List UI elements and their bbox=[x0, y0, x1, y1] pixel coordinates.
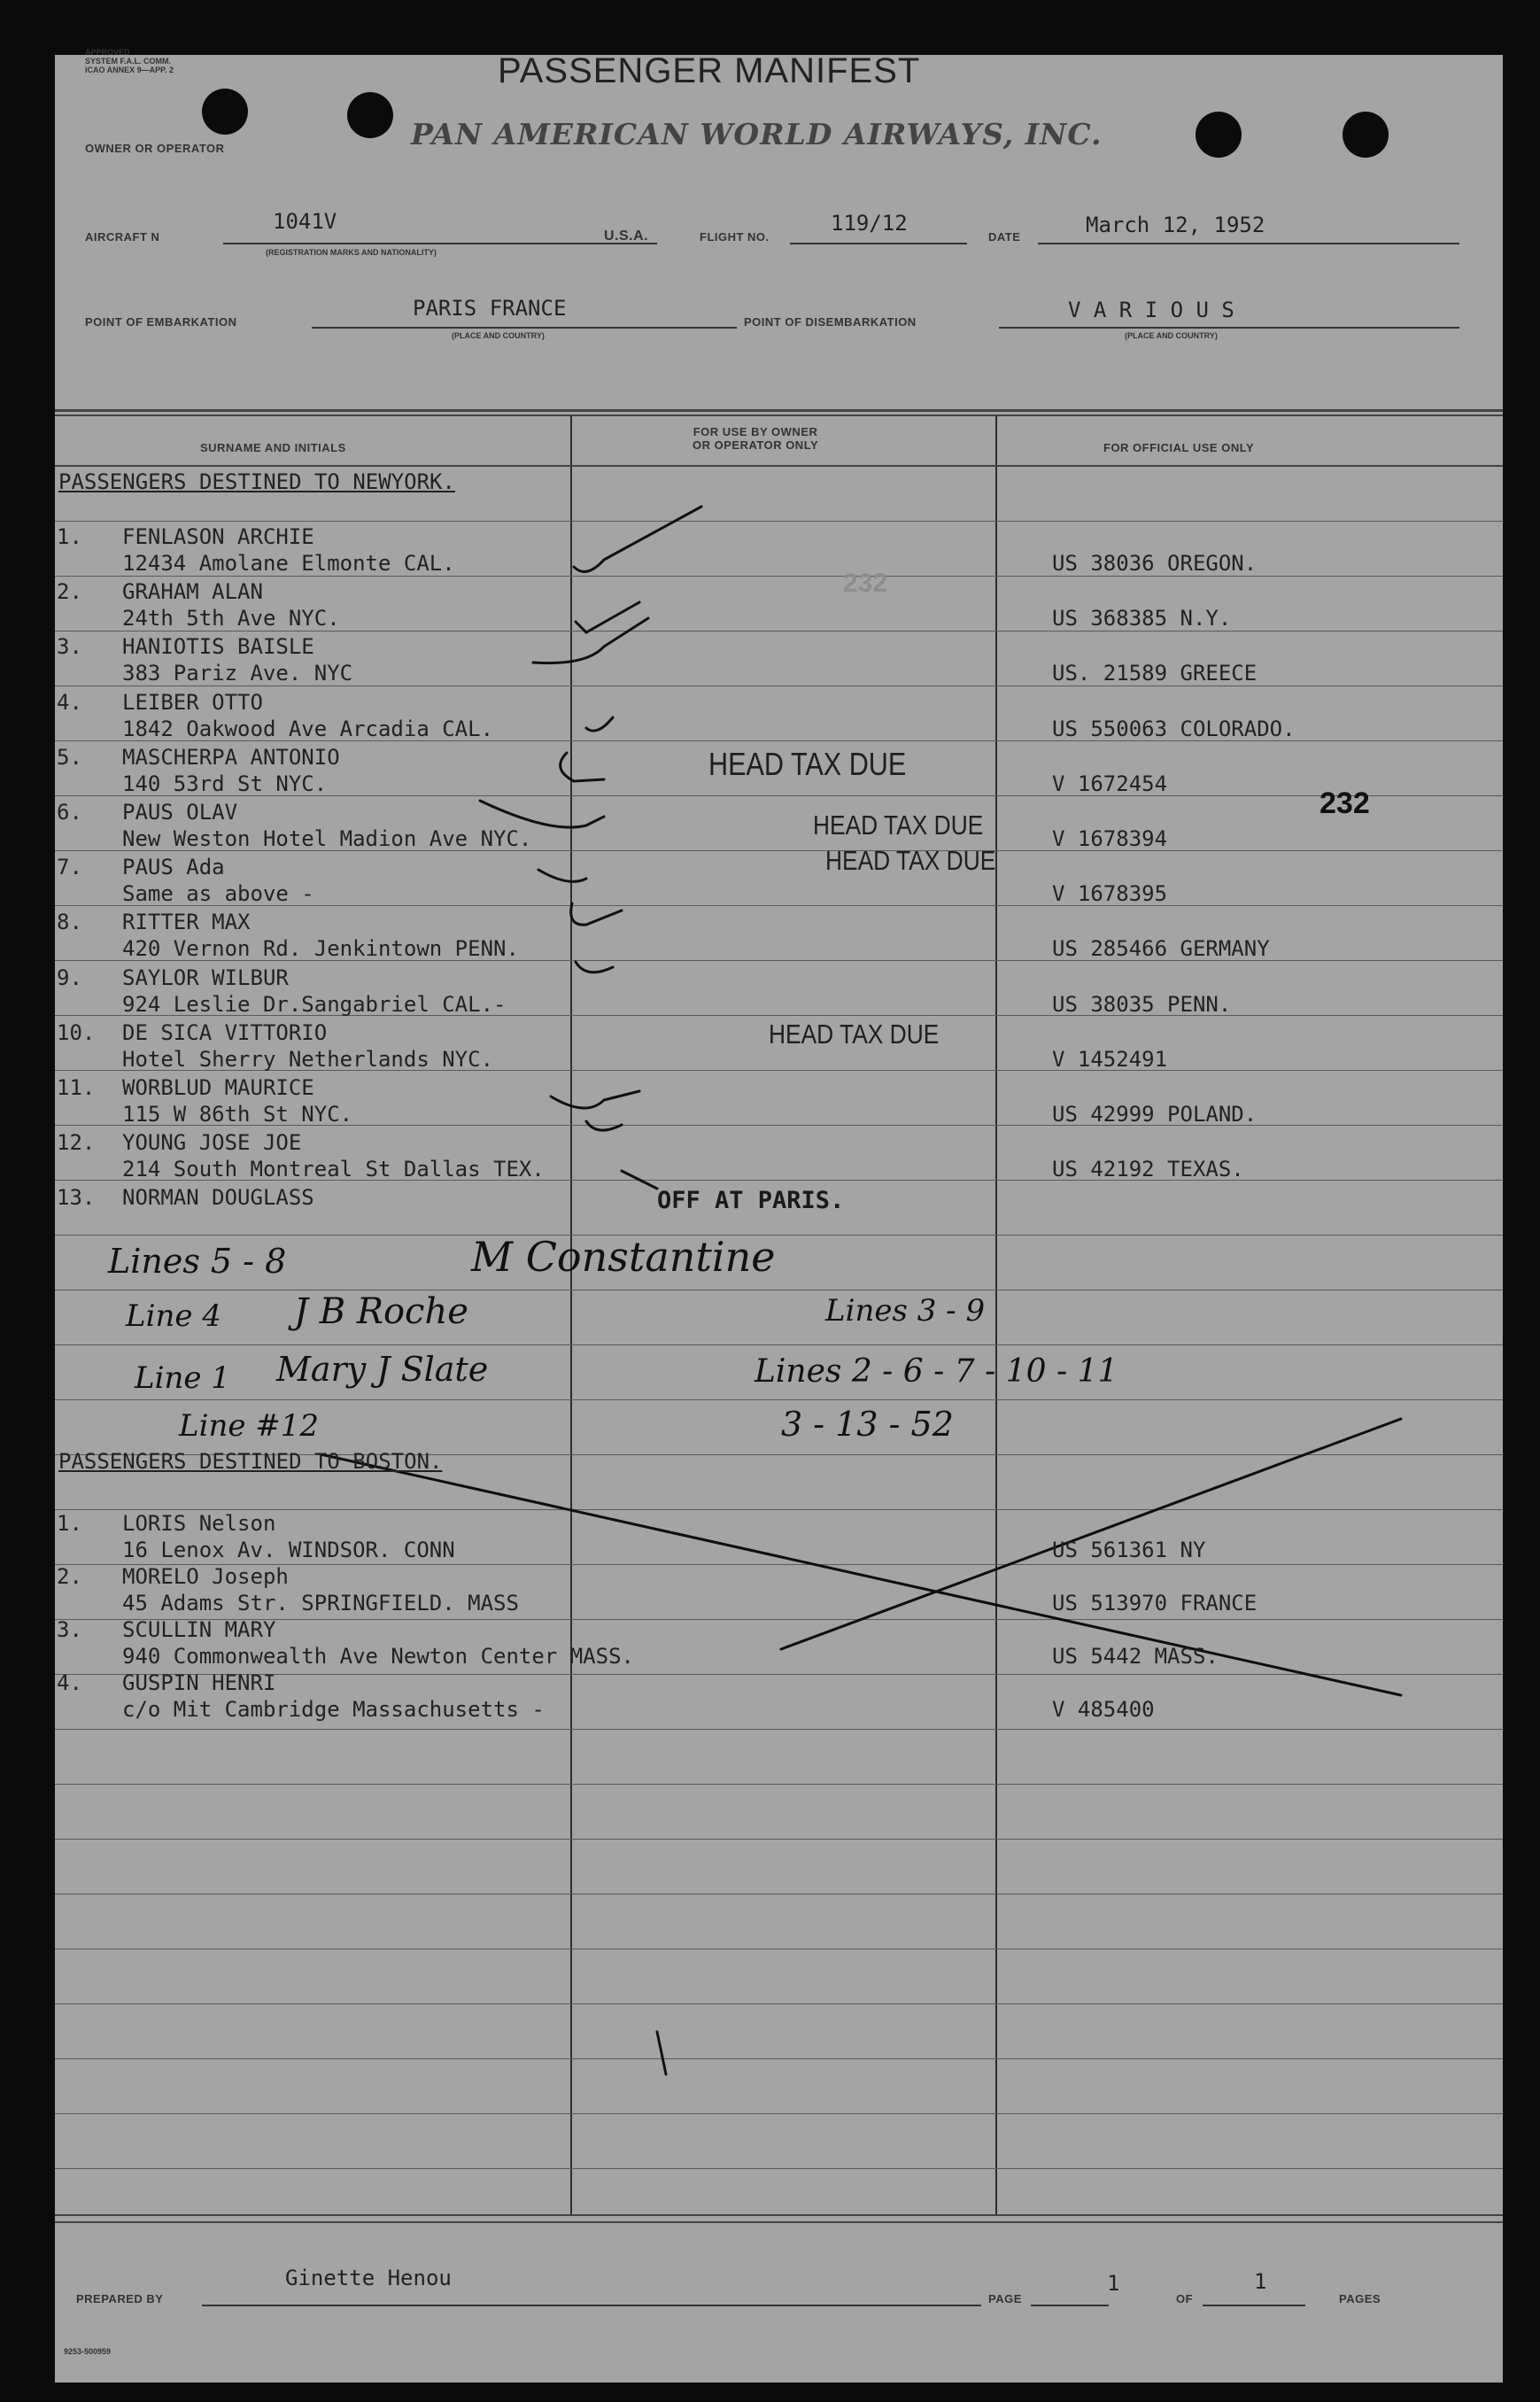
manifest-sheet bbox=[55, 48, 1503, 2383]
date-label: DATE bbox=[988, 230, 1021, 244]
handwritten-note: Line 4 bbox=[126, 1298, 221, 1334]
check-mark bbox=[561, 753, 604, 781]
check-mark bbox=[480, 801, 604, 827]
passenger-address: Hotel Sherry Netherlands NYC. bbox=[122, 1046, 494, 1072]
page-title: PASSENGER MANIFEST bbox=[498, 51, 921, 90]
checkmarks-overlay bbox=[55, 55, 1503, 2383]
passenger-address: 214 South Montreal St Dallas TEX. bbox=[122, 1157, 545, 1182]
passenger-name: GRAHAM ALAN bbox=[122, 579, 263, 605]
check-mark bbox=[571, 903, 622, 925]
disembark-label: POINT OF DISEMBARKATION bbox=[744, 315, 917, 329]
flight-value: 119/12 bbox=[831, 211, 908, 236]
embark-place-note: (PLACE AND COUNTRY) bbox=[452, 331, 545, 340]
usa-label: U.S.A. bbox=[604, 229, 649, 244]
passenger-name: RITTER MAX bbox=[122, 910, 251, 935]
check-mark bbox=[533, 618, 648, 663]
pages-label: PAGES bbox=[1339, 2292, 1381, 2305]
head-tax-stamp: HEAD TAX DUE bbox=[825, 845, 996, 876]
passenger-address: 924 Leslie Dr.Sangabriel CAL.- bbox=[122, 991, 507, 1017]
passenger-name: FENLASON ARCHIE bbox=[122, 524, 314, 549]
page-underline bbox=[1031, 2305, 1109, 2306]
of-label: OF bbox=[1176, 2292, 1194, 2305]
passport-number: V 485400 bbox=[1052, 1697, 1155, 1722]
official-column-header: FOR OFFICIAL USE ONLY bbox=[1103, 441, 1255, 454]
passenger-number: 2. bbox=[57, 579, 82, 605]
handwritten-note: Lines 5 - 8 bbox=[108, 1242, 287, 1281]
aircraft-value: 1041V bbox=[273, 209, 337, 234]
embark-label: POINT OF EMBARKATION bbox=[85, 315, 237, 329]
check-mark bbox=[622, 1171, 657, 1189]
passenger-name: NORMAN DOUGLASS bbox=[122, 1185, 314, 1211]
reference-stamp-faint: 232 bbox=[843, 569, 888, 598]
registration-note: (REGISTRATION MARKS AND NATIONALITY) bbox=[266, 248, 437, 257]
passenger-number: 5. bbox=[57, 744, 82, 770]
passenger-address: 420 Vernon Rd. Jenkintown PENN. bbox=[122, 936, 519, 962]
handwritten-date: 3 - 13 - 52 bbox=[781, 1405, 954, 1444]
passenger-address: 24th 5th Ave NYC. bbox=[122, 606, 340, 631]
passenger-number: 4. bbox=[57, 1670, 82, 1695]
passenger-name: PAUS Ada bbox=[122, 855, 225, 880]
passenger-number: 9. bbox=[57, 965, 82, 990]
passenger-name: DE SICA VITTORIO bbox=[122, 1019, 328, 1045]
check-mark bbox=[576, 962, 613, 972]
passport-number: US 285466 GERMANY bbox=[1052, 936, 1270, 962]
owner-label: OWNER OR OPERATOR bbox=[85, 142, 225, 155]
handwritten-signature: J B Roche bbox=[294, 1291, 468, 1332]
passenger-name: SAYLOR WILBUR bbox=[122, 965, 289, 990]
passenger-number: 12. bbox=[57, 1130, 96, 1156]
aircraft-label: AIRCRAFT N bbox=[85, 230, 160, 244]
of-underline bbox=[1203, 2305, 1305, 2306]
boston-section-heading: PASSENGERS DESTINED TO BOSTON. bbox=[58, 1449, 443, 1474]
passenger-address: 12434 Amolane Elmonte CAL. bbox=[122, 551, 455, 576]
prepared-by-value: Ginette Henou bbox=[285, 2266, 452, 2290]
handwritten-note: Lines 3 - 9 bbox=[825, 1293, 986, 1329]
passenger-number: 7. bbox=[57, 855, 82, 880]
approval-line: SYSTEM F.A.L. COMM. bbox=[85, 57, 172, 66]
passport-number: V 1672454 bbox=[1052, 771, 1168, 796]
passport-number: US 513970 FRANCE bbox=[1052, 1591, 1258, 1616]
head-tax-stamp: HEAD TAX DUE bbox=[708, 746, 907, 782]
passport-number: V 1678395 bbox=[1052, 881, 1168, 907]
passenger-address: c/o Mit Cambridge Massachusetts - bbox=[122, 1697, 545, 1722]
passenger-name: LORIS Nelson bbox=[122, 1511, 276, 1536]
form-number: 9253-500959 bbox=[64, 2347, 112, 2356]
passenger-name: LEIBER OTTO bbox=[122, 689, 263, 715]
operator-name: PAN AMERICAN WORLD AIRWAYS, INC. bbox=[411, 117, 1103, 151]
passport-number: US. 21589 GREECE bbox=[1052, 661, 1258, 686]
disembark-value: V A R I O U S bbox=[1068, 298, 1234, 322]
passport-number: US 5442 MASS. bbox=[1052, 1644, 1219, 1669]
passenger-number: 1. bbox=[57, 1511, 82, 1536]
passenger-name: WORBLUD MAURICE bbox=[122, 1075, 314, 1100]
names-column-header: SURNAME AND INITIALS bbox=[200, 441, 346, 454]
passport-number: US 368385 N.Y. bbox=[1052, 606, 1232, 631]
date-value: March 12, 1952 bbox=[1086, 213, 1265, 237]
check-mark bbox=[586, 717, 613, 731]
passport-number: US 550063 COLORADO. bbox=[1052, 716, 1296, 741]
passport-number: V 1678394 bbox=[1052, 826, 1168, 851]
flight-label: FLIGHT NO. bbox=[700, 230, 770, 244]
passport-number: US 38035 PENN. bbox=[1052, 991, 1232, 1017]
passenger-number: 2. bbox=[57, 1564, 82, 1589]
ny-section-heading: PASSENGERS DESTINED TO NEWYORK. bbox=[58, 469, 455, 494]
head-tax-stamp: HEAD TAX DUE bbox=[813, 810, 984, 841]
check-mark bbox=[657, 2032, 666, 2074]
check-mark bbox=[576, 602, 639, 632]
reference-stamp: 232 bbox=[1319, 786, 1370, 820]
handwritten-signature: Mary J Slate bbox=[276, 1350, 489, 1389]
passenger-number: 3. bbox=[57, 1617, 82, 1642]
handwritten-note: Line #12 bbox=[179, 1408, 320, 1444]
prepared-by-label: PREPARED BY bbox=[76, 2292, 164, 2305]
passenger-number: 1. bbox=[57, 524, 82, 549]
passenger-address: 940 Commonwealth Ave Newton Center MASS. bbox=[122, 1644, 634, 1669]
passenger-address: 140 53rd St NYC. bbox=[122, 771, 328, 796]
passenger-address: Same as above - bbox=[122, 881, 314, 907]
check-mark bbox=[538, 870, 586, 881]
passenger-name: MORELO Joseph bbox=[122, 1564, 289, 1589]
passenger-number: 4. bbox=[57, 689, 82, 715]
passport-number: V 1452491 bbox=[1052, 1046, 1168, 1072]
handwritten-note: Line 1 bbox=[135, 1360, 230, 1396]
passport-number: US 38036 OREGON. bbox=[1052, 551, 1258, 576]
passenger-number: 11. bbox=[57, 1075, 96, 1100]
passenger-number: 6. bbox=[57, 800, 82, 825]
check-mark bbox=[551, 1091, 639, 1108]
passenger-name: GUSPIN HENRI bbox=[122, 1670, 276, 1695]
owner-column-header: FOR USE BY OWNER OR OPERATOR ONLY bbox=[693, 425, 819, 452]
head-tax-stamp: HEAD TAX DUE bbox=[769, 1019, 940, 1050]
page-number: 1 bbox=[1107, 2271, 1120, 2296]
passenger-name: SCULLIN MARY bbox=[122, 1617, 276, 1642]
prepared-by-underline bbox=[202, 2305, 981, 2306]
page-label: PAGE bbox=[988, 2292, 1022, 2305]
check-mark bbox=[574, 507, 701, 571]
footer-rule bbox=[55, 2214, 1503, 2216]
passenger-number: 8. bbox=[57, 910, 82, 935]
passenger-address: 45 Adams Str. SPRINGFIELD. MASS bbox=[122, 1591, 519, 1616]
passport-number: US 42999 POLAND. bbox=[1052, 1102, 1258, 1127]
passenger-address: 16 Lenox Av. WINDSOR. CONN bbox=[122, 1538, 455, 1562]
passenger-address: 115 W 86th St NYC. bbox=[122, 1102, 353, 1127]
check-mark bbox=[586, 1121, 622, 1130]
passport-number: US 42192 TEXAS. bbox=[1052, 1157, 1244, 1182]
disembark-place-note: (PLACE AND COUNTRY) bbox=[1125, 331, 1218, 340]
passenger-address: 1842 Oakwood Ave Arcadia CAL. bbox=[122, 716, 494, 741]
passport-number: US 561361 NY bbox=[1052, 1538, 1206, 1562]
passenger-number: 10. bbox=[57, 1019, 96, 1045]
handwritten-note: Lines 2 - 6 - 7 - 10 - 11 bbox=[755, 1353, 1118, 1390]
passenger-number: 3. bbox=[57, 634, 82, 660]
passenger-name: MASCHERPA ANTONIO bbox=[122, 744, 340, 770]
passenger-name: YOUNG JOSE JOE bbox=[122, 1130, 302, 1156]
off-at-paris-stamp: OFF AT PARIS. bbox=[657, 1187, 845, 1214]
page-total: 1 bbox=[1254, 2269, 1267, 2294]
passenger-address: New Weston Hotel Madion Ave NYC. bbox=[122, 826, 532, 851]
passenger-address: 383 Pariz Ave. NYC bbox=[122, 661, 353, 686]
approval-line: ICAO ANNEX 9—APP. 2 bbox=[85, 66, 174, 74]
passenger-name: HANIOTIS BAISLE bbox=[122, 634, 314, 660]
approval-line: APPROVED bbox=[85, 48, 130, 57]
passenger-number: 13. bbox=[57, 1185, 96, 1211]
passenger-name: PAUS OLAV bbox=[122, 800, 238, 825]
handwritten-signature: M Constantine bbox=[471, 1233, 776, 1281]
embark-value: PARIS FRANCE bbox=[413, 296, 567, 321]
footer-rule bbox=[55, 2221, 1503, 2223]
